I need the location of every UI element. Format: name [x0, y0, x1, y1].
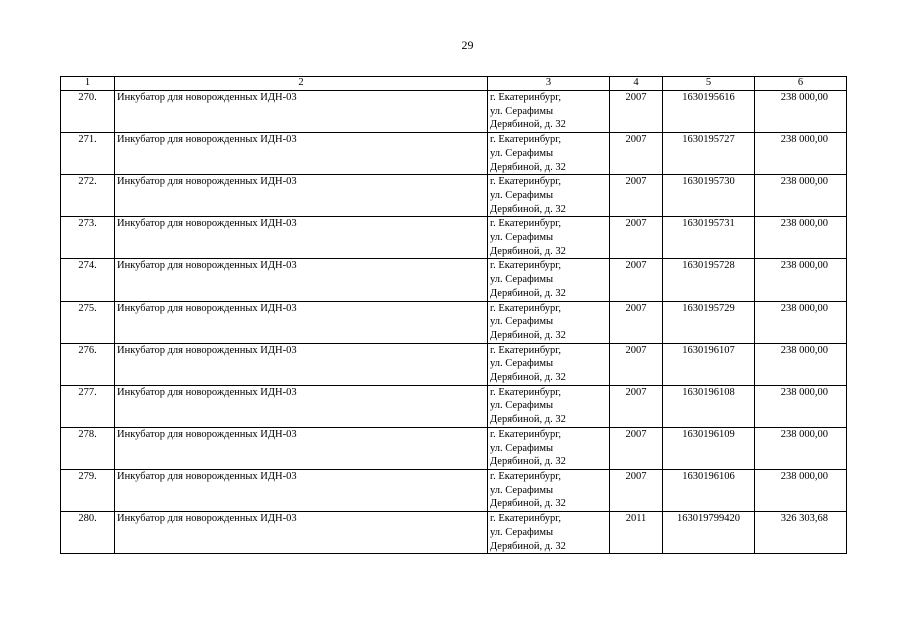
year-cell: 2007 — [610, 217, 663, 259]
year-cell: 2007 — [610, 469, 663, 511]
year-cell: 2007 — [610, 301, 663, 343]
year-cell: 2011 — [610, 512, 663, 554]
address-line: Дерябиной, д. 32 — [490, 161, 566, 173]
address-line: ул. Серафимы — [490, 105, 554, 117]
year-cell: 2007 — [610, 259, 663, 301]
header-row — [61, 77, 847, 91]
year-cell: 2007 — [610, 427, 663, 469]
item-name-cell: Инкубатор для новорожденных ИДН-03 — [115, 343, 488, 385]
row-number-cell: 270. — [61, 91, 115, 133]
address-line: ул. Серафимы — [490, 442, 554, 454]
address-cell — [488, 259, 610, 301]
address-cell — [488, 217, 610, 259]
inventory-number-cell: 1630195727 — [663, 133, 755, 175]
year-cell: 2007 — [610, 385, 663, 427]
address-line: Дерябиной, д. 32 — [490, 456, 566, 468]
address-cell — [488, 133, 610, 175]
cost-cell: 238 000,00 — [755, 175, 847, 217]
inventory-number-cell: 1630196107 — [663, 343, 755, 385]
column-header: 1 — [61, 77, 115, 91]
page-number: 29 — [461, 38, 474, 52]
table-row — [61, 133, 847, 175]
item-name-cell: Инкубатор для новорожденных ИДН-03 — [115, 301, 488, 343]
cost-cell: 238 000,00 — [755, 301, 847, 343]
address-line: г. Екатеринбург, — [490, 428, 562, 440]
table-row — [61, 343, 847, 385]
address-cell — [488, 512, 610, 554]
address-line: ул. Серафимы — [490, 526, 554, 538]
address-cell — [488, 469, 610, 511]
year-cell: 2007 — [610, 343, 663, 385]
address-line: г. Екатеринбург, — [490, 513, 562, 525]
address-line: г. Екатеринбург, — [490, 176, 562, 188]
table-row — [61, 259, 847, 301]
row-number-cell: 272. — [61, 175, 115, 217]
row-number-cell: 271. — [61, 133, 115, 175]
address-cell — [488, 385, 610, 427]
row-number-cell: 275. — [61, 301, 115, 343]
address-line: Дерябиной, д. 32 — [490, 287, 566, 299]
inventory-number-cell: 1630195728 — [663, 259, 755, 301]
cost-cell: 238 000,00 — [755, 91, 847, 133]
table-row — [61, 427, 847, 469]
column-header: 3 — [488, 77, 610, 91]
row-number-cell: 278. — [61, 427, 115, 469]
address-line: Дерябиной, д. 32 — [490, 245, 566, 257]
address-line: г. Екатеринбург, — [490, 386, 562, 398]
address-line: Дерябиной, д. 32 — [490, 119, 566, 131]
address-line: Дерябиной, д. 32 — [490, 203, 566, 215]
inventory-table — [60, 76, 847, 554]
table-row — [61, 469, 847, 511]
address-line: ул. Серафимы — [490, 316, 554, 328]
item-name-cell: Инкубатор для новорожденных ИДН-03 — [115, 469, 488, 511]
cost-cell: 238 000,00 — [755, 343, 847, 385]
address-line: ул. Серафимы — [490, 358, 554, 370]
address-line: г. Екатеринбург, — [490, 92, 562, 103]
address-cell — [488, 343, 610, 385]
item-name-cell: Инкубатор для новорожденных ИДН-03 — [115, 91, 488, 133]
address-line: Дерябиной, д. 32 — [490, 498, 566, 510]
table-row — [61, 301, 847, 343]
address-line: г. Екатеринбург, — [490, 344, 562, 356]
item-name-cell: Инкубатор для новорожденных ИДН-03 — [115, 259, 488, 301]
item-name-cell: Инкубатор для новорожденных ИДН-03 — [115, 217, 488, 259]
column-header: 4 — [610, 77, 663, 91]
table-row — [61, 217, 847, 259]
column-header: 2 — [115, 77, 488, 91]
cost-cell: 238 000,00 — [755, 469, 847, 511]
row-number-cell: 280. — [61, 512, 115, 554]
inventory-number-cell: 1630195729 — [663, 301, 755, 343]
address-cell — [488, 301, 610, 343]
address-cell — [488, 175, 610, 217]
address-line: ул. Серафимы — [490, 274, 554, 286]
address-line: ул. Серафимы — [490, 147, 554, 159]
cost-cell: 238 000,00 — [755, 427, 847, 469]
item-name-cell: Инкубатор для новорожденных ИДН-03 — [115, 175, 488, 217]
inventory-number-cell: 1630196109 — [663, 427, 755, 469]
address-cell — [488, 91, 610, 133]
address-line: Дерябиной, д. 32 — [490, 372, 566, 384]
address-line: Дерябиной, д. 32 — [490, 329, 566, 341]
table-row — [61, 175, 847, 217]
inventory-number-cell: 163019799420 — [663, 512, 755, 554]
address-line: г. Екатеринбург, — [490, 302, 562, 314]
address-line: Дерябиной, д. 32 — [490, 414, 566, 426]
address-cell — [488, 427, 610, 469]
row-number-cell: 277. — [61, 385, 115, 427]
cost-cell: 238 000,00 — [755, 133, 847, 175]
item-name-cell: Инкубатор для новорожденных ИДН-03 — [115, 427, 488, 469]
item-name-cell: Инкубатор для новорожденных ИДН-03 — [115, 512, 488, 554]
address-line: ул. Серафимы — [490, 484, 554, 496]
inventory-number-cell: 1630196108 — [663, 385, 755, 427]
cost-cell: 238 000,00 — [755, 259, 847, 301]
row-number-cell: 273. — [61, 217, 115, 259]
row-number-cell: 274. — [61, 259, 115, 301]
year-cell: 2007 — [610, 91, 663, 133]
item-name-cell: Инкубатор для новорожденных ИДН-03 — [115, 385, 488, 427]
row-number-cell: 279. — [61, 469, 115, 511]
row-number-cell: 276. — [61, 343, 115, 385]
inventory-number-cell: 1630196106 — [663, 469, 755, 511]
address-line: Дерябиной, д. 32 — [490, 540, 566, 552]
column-header: 6 — [755, 77, 847, 91]
address-line: г. Екатеринбург, — [490, 218, 562, 230]
table-row — [61, 91, 847, 133]
item-name-cell: Инкубатор для новорожденных ИДН-03 — [115, 133, 488, 175]
address-line: г. Екатеринбург, — [490, 470, 562, 482]
cost-cell: 238 000,00 — [755, 385, 847, 427]
address-line: ул. Серафимы — [490, 232, 554, 244]
address-line: г. Екатеринбург, — [490, 134, 562, 146]
year-cell: 2007 — [610, 175, 663, 217]
address-line: ул. Серафимы — [490, 400, 554, 412]
cost-cell: 238 000,00 — [755, 217, 847, 259]
column-header: 5 — [663, 77, 755, 91]
table-row — [61, 512, 847, 554]
inventory-number-cell: 1630195730 — [663, 175, 755, 217]
table-row — [61, 385, 847, 427]
cost-cell: 326 303,68 — [755, 512, 847, 554]
year-cell: 2007 — [610, 133, 663, 175]
inventory-number-cell: 1630195731 — [663, 217, 755, 259]
address-line: г. Екатеринбург, — [490, 260, 562, 272]
address-line: ул. Серафимы — [490, 189, 554, 201]
inventory-number-cell: 1630195616 — [663, 91, 755, 133]
